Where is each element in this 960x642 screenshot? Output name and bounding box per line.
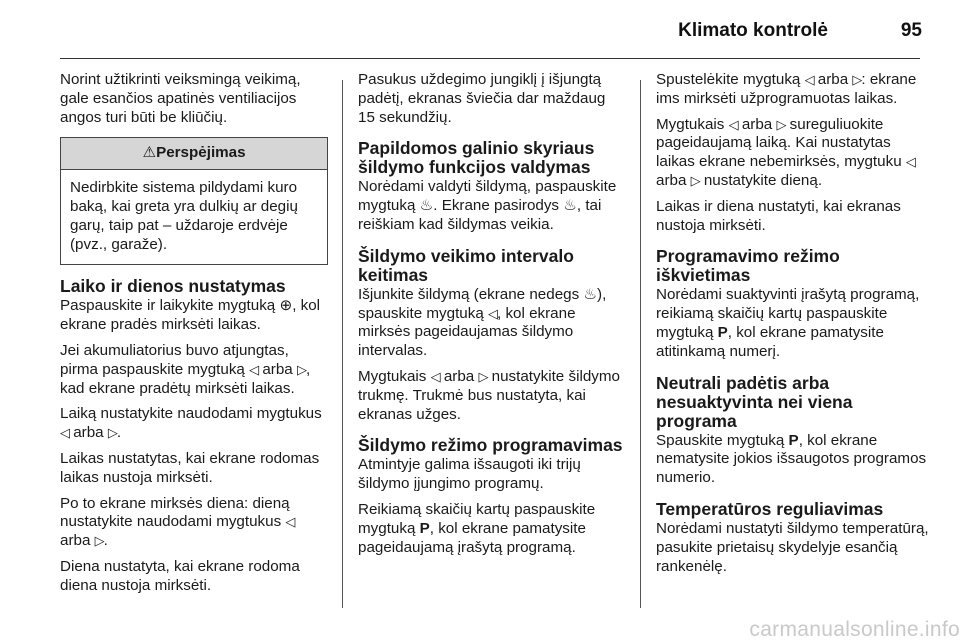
paragraph: Spustelėkite mygtuką ◁ arba ▷: ekrane ims mirksėti užprogramuotas laikas. <box>656 71 917 107</box>
paragraph: Laikas nustatytas, kai ekrane rodomas laikas nustoja mirksėti. <box>60 449 320 486</box>
heat-icon: ♨ <box>563 197 577 215</box>
column-3 <box>656 71 932 583</box>
p-key-label: P <box>788 431 799 449</box>
back-arrow-icon: ◁ <box>60 425 69 441</box>
back-arrow-icon: ◁ <box>249 361 259 377</box>
warning-title: Perspėjimas <box>156 144 246 162</box>
header-divider <box>60 58 920 59</box>
paragraph: Po to ekrane mirksės diena: dieną nustatykite naudodami mygtukus ◁ arba ▷. <box>60 494 295 550</box>
warning-triangle-icon: ⚠ <box>142 144 157 162</box>
warning-box <box>60 137 328 265</box>
page-number: 95 <box>900 20 922 41</box>
paragraph: Spauskite mygtuką P, kol ekrane nematysite jokios išsaugotos programos numerio. <box>656 431 927 487</box>
paragraph: Laiką nustatykite naudodami mygtukus ◁ arba ▷. <box>60 405 322 442</box>
warning-header <box>61 138 327 170</box>
intro-paragraph: Norint užtikrinti veiksmingą veikimą, gale esančios apatinės ventiliacijos angos turi būti be kliūčių. <box>60 71 301 126</box>
paragraph: Norėdami valdyti šildymą, paspauskite mygtuką ♨. Ekrane pasirodys ♨, tai reiškiam kad šildymas veikia. <box>358 178 617 233</box>
section-title-programming: Šildymo režimo programavimas <box>358 435 623 456</box>
heat-icon: ♨ <box>419 197 434 215</box>
back-arrow-icon: ◁ <box>430 368 440 384</box>
paragraph: Mygtukais ◁ arba ▷ nustatykite šildymo trukmę. Trukmė bus nustatyta, kai ekranas užges. <box>358 367 620 423</box>
paragraph: Jei akumuliatorius buvo atjungtas, pirma paspauskite mygtuką ◁ arba ▷, kad ekrane pradėtų mirksėti laikas. <box>60 341 311 397</box>
back-arrow-icon: ◁ <box>285 514 295 530</box>
forward-arrow-icon: ▷ <box>852 72 862 87</box>
clock-icon: ⊕ <box>279 297 293 315</box>
header-title: Klimato kontrolė <box>678 20 828 41</box>
section-title-aux-heating: Papildomos galinio skyriaus šildymo funkcijos valdymas <box>358 138 595 178</box>
watermark: carmanualsonline.info <box>749 618 960 641</box>
paragraph: Norėdami nustatyti šildymo temperatūrą, pasukite prietaisų skydelyje esančią rankenėlę. <box>656 519 929 575</box>
paragraph: Diena nustatyta, kai ekrane rodoma diena nustoja mirksėti. <box>60 557 300 594</box>
back-arrow-icon: ◁ <box>905 154 915 170</box>
paragraph: Išjunkite šildymą (ekrane nedegs ♨), spauskite mygtuką ◁, kol ekrane mirksės pageidaujamas šildymo intervalas. <box>358 285 607 360</box>
section-title-temperature: Temperatūros reguliavimas <box>656 498 884 519</box>
paragraph: Reikiamą skaičių kartų paspauskite mygtuką P, kol ekrane pamatysite pageidaujamą įrašytą programą. <box>358 500 596 556</box>
forward-arrow-icon: ▷ <box>690 172 700 188</box>
section-title-interval: Šildymo veikimo intervalo keitimas <box>358 245 574 285</box>
paragraph: Atmintyje galima išsaugoti iki trijų šildymo įjungimo programų. <box>358 456 581 493</box>
back-arrow-icon: ◁ <box>728 116 738 132</box>
p-key-label: P <box>419 519 430 537</box>
forward-arrow-icon: ▷ <box>107 425 117 441</box>
forward-arrow-icon: ▷ <box>478 368 488 384</box>
warning-body: Nedirbkite sistema pildydami kuro baką, kai greta yra dulkių ar degių garų, taip pat – uždaroje erdvėje (pvz., garaže). <box>70 179 298 253</box>
forward-arrow-icon: ▷ <box>296 361 306 377</box>
section-title-time-day: Laiko ir dienos nustatymas <box>60 276 286 297</box>
back-arrow-icon: ◁ <box>804 72 814 87</box>
forward-arrow-icon: ▷ <box>94 533 104 549</box>
section-title-neutral: Neutrali padėtis arba nesuaktyvinta nei viena programa <box>656 372 853 431</box>
column-divider-2 <box>640 80 641 608</box>
paragraph: Mygtukais ◁ arba ▷ sureguliuokite pageidaujamą laiką. Kai nustatytas laikas ekrane nebemirksės, mygtuku ◁ arba ▷ nustatykite dieną. <box>656 115 915 189</box>
column-2 <box>358 71 626 564</box>
column-divider-1 <box>342 80 343 608</box>
column-1 <box>60 71 328 603</box>
heat-icon: ♨ <box>583 285 598 303</box>
paragraph: Pasukus uždegimo jungiklį į išjungtą padėtį, ekranas šviečia dar maždaug 15 sekundžių. <box>358 71 606 126</box>
p-key-label: P <box>717 323 728 341</box>
paragraph: Laikas ir diena nustatyti, kai ekranas nustoja mirksėti. <box>656 197 901 234</box>
section-title-program-recall: Programavimo režimo iškvietimas <box>656 246 840 286</box>
back-arrow-icon: ◁ <box>488 305 497 321</box>
forward-arrow-icon: ▷ <box>776 116 786 132</box>
paragraph: Paspauskite ir laikykite mygtuką ⊕, kol ekrane pradės mirksėti laikas. <box>60 297 321 334</box>
paragraph: Norėdami suaktyvinti įrašytą programą, reikiamą skaičių kartų paspauskite mygtuką P, kol ekrane pamatysite atitinkamą numerį. <box>656 286 920 360</box>
